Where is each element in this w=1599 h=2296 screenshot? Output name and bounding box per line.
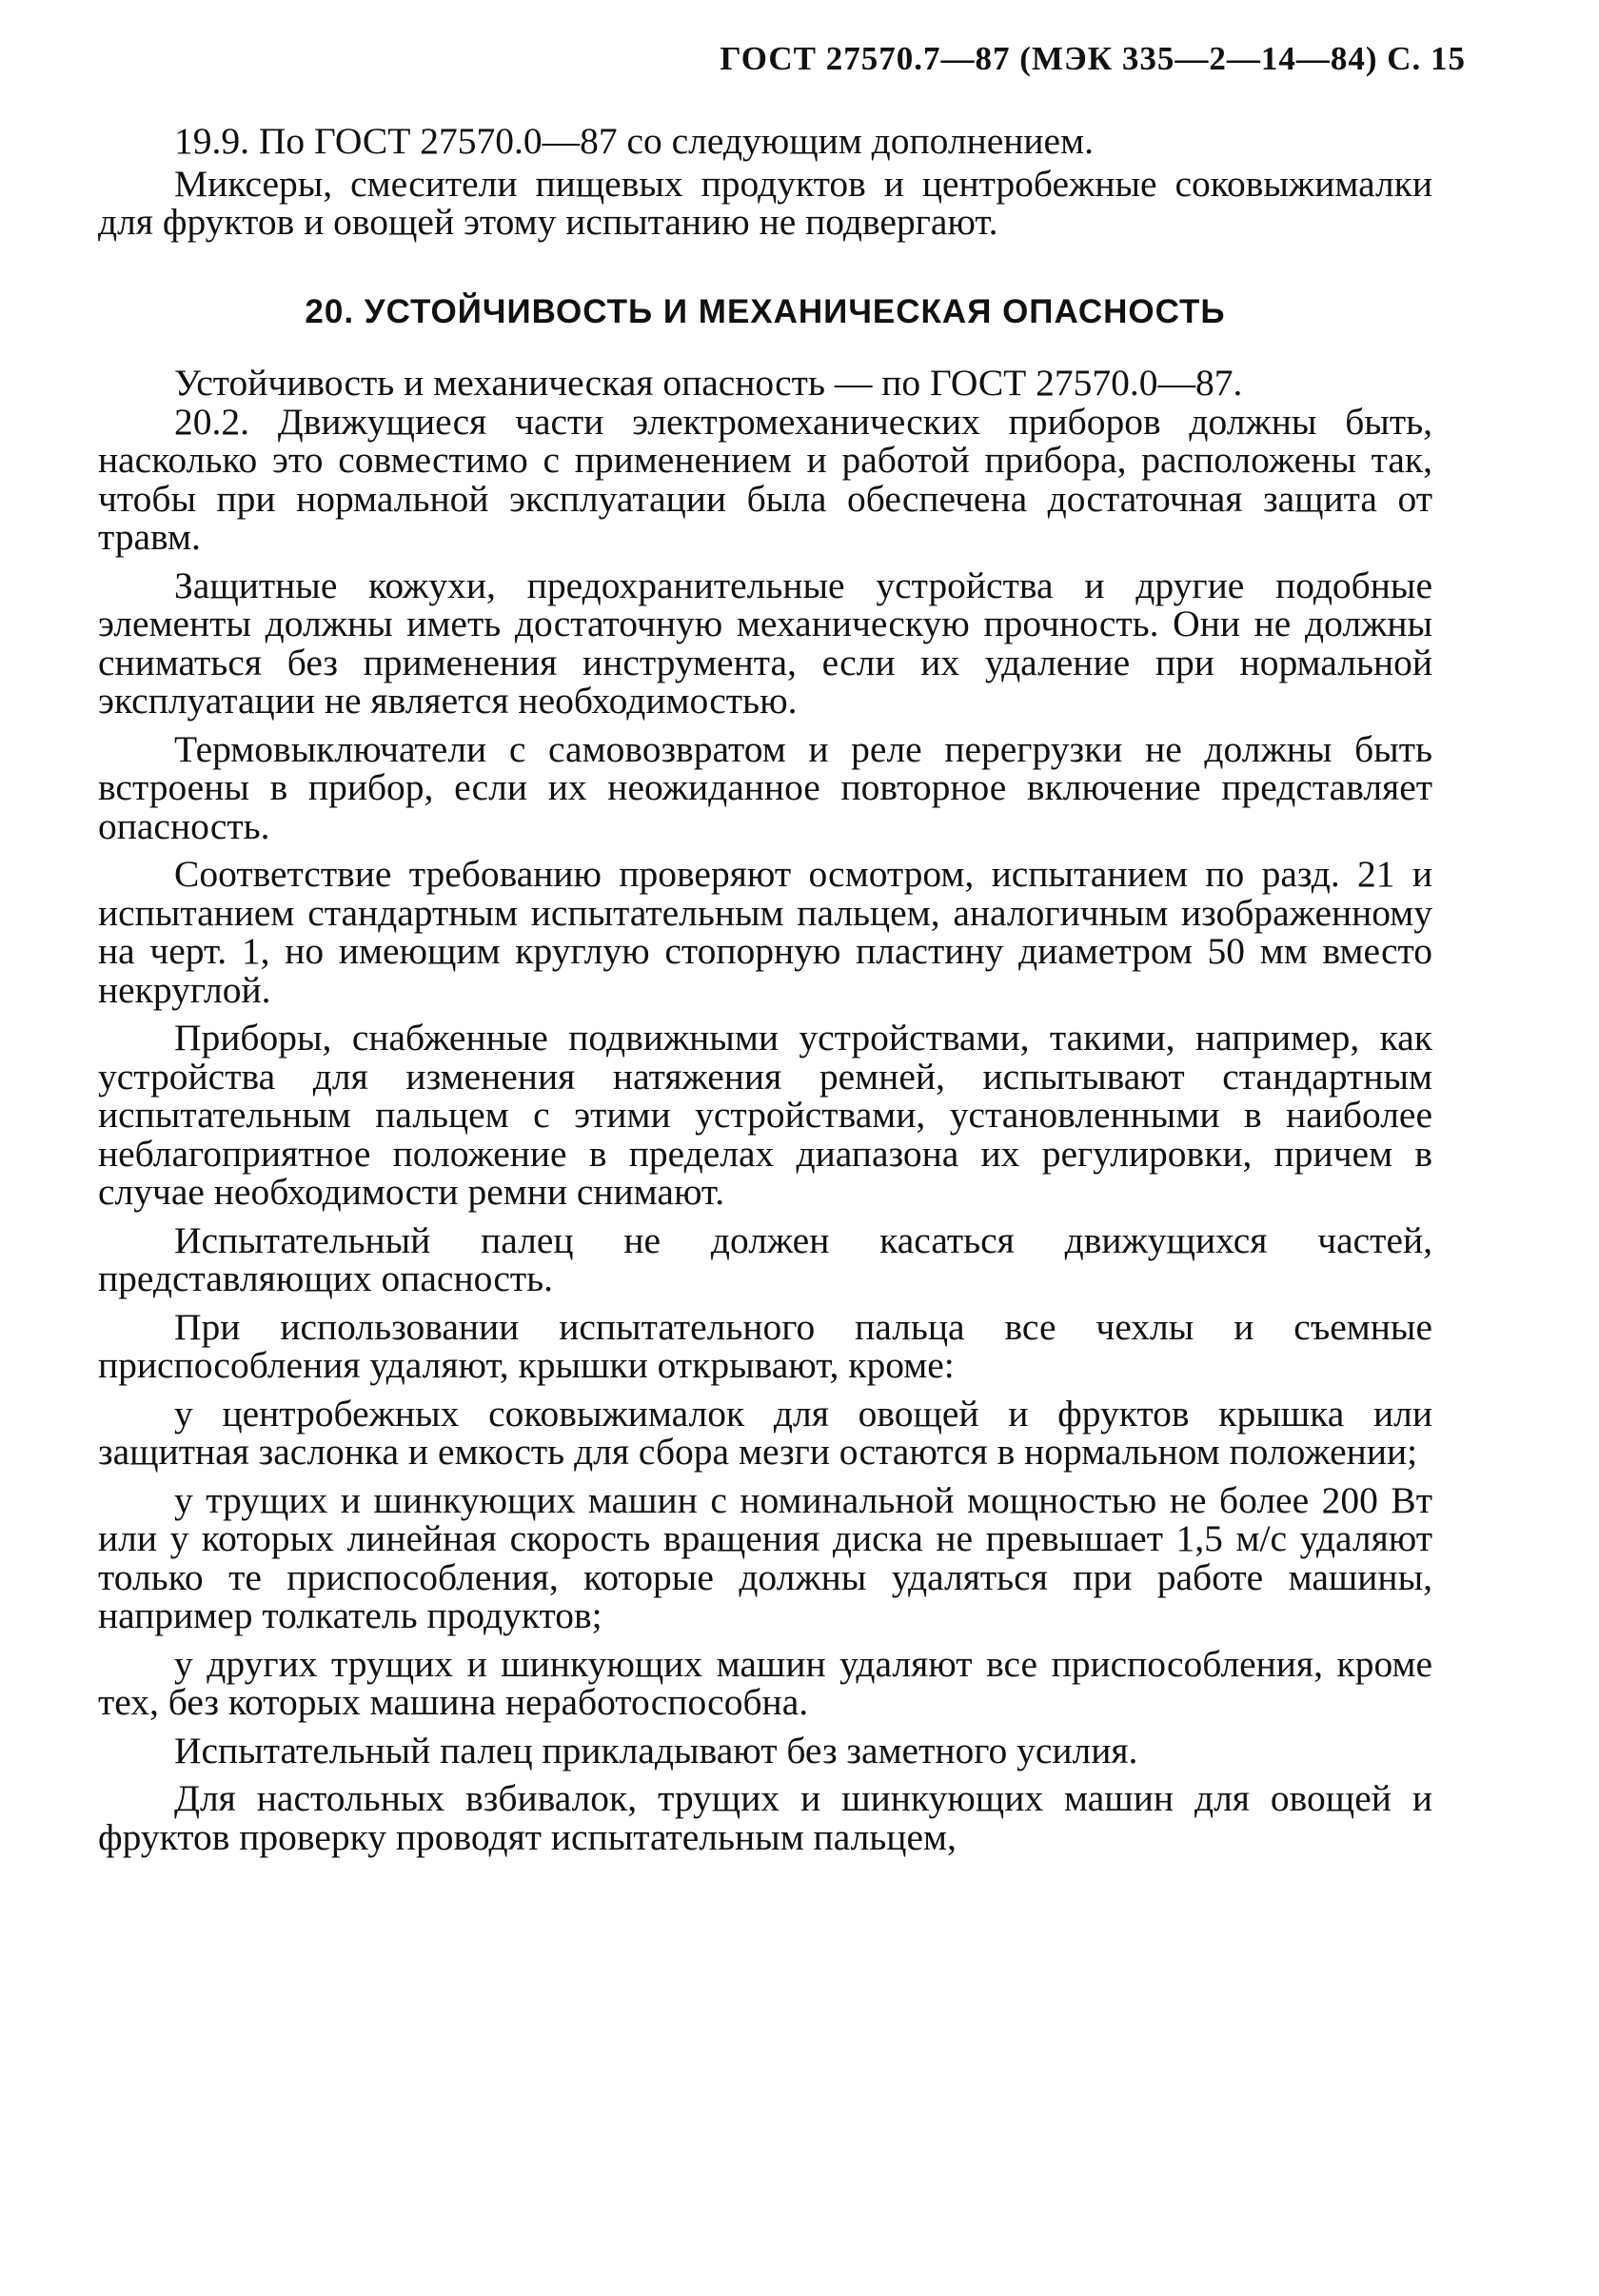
paragraph: Термовыключатели с самовозвратом и реле перегрузки не должны быть встроены в прибор, если их неожиданное повторное включение представляет опасность. xyxy=(98,727,1432,847)
paragraph: Устойчивость и механическая опасность — по ГОСТ 27570.0—87. xyxy=(174,362,1243,404)
paragraph: Соответствие требованию проверяют осмотром, испытанием по разд. 21 и испытанием стандартным испытательным пальцем, аналогичным изображенному на черт. 1, но имеющим круглую стопорную пластину диаметром 50 мм вместо некруглой. xyxy=(98,853,1432,1011)
running-header: ГОСТ 27570.7—87 (МЭК 335—2—14—84) С. 15 xyxy=(720,40,1466,77)
clause-19-9: 19.9. По ГОСТ 27570.0—87 со следующим дополнением. xyxy=(174,120,1094,162)
paragraph: Испытательный палец прикладывают без заметного усилия. xyxy=(174,1729,1138,1771)
section-heading: 20. УСТОЙЧИВОСТЬ И МЕХАНИЧЕСКАЯ ОПАСНОСТЬ xyxy=(305,292,1226,330)
paragraph: Приборы, снабженные подвижными устройствами, такими, например, как устройства для изменения натяжения ремней, испытывают стандартным испытательным пальцем с этими устройствами, установленными в наиболее неблагоприятное положение в пределах диапазона их регулировки, причем в случае необходимости ремни снимают. xyxy=(98,1017,1432,1213)
list-item: у трущих и шинкующих машин с номинальной мощностью не более 200 Вт или у которых линейная скорость вращения диска не превышает 1,5 м/с удаляют только те приспособления, которые должны удаляться при работе машины, например толкатель продуктов; xyxy=(98,1478,1432,1636)
clause-20-2: 20.2. Движущиеся части электромеханических приборов должны быть, насколько это совместимо с применением и работой прибора, расположены так, чтобы при нормальной эксплуатации была обеспечена достаточная защита от травм. xyxy=(98,400,1432,558)
paragraph: Миксеры, смесители пищевых продуктов и центробежные соковыжималки для фруктов и овощей этому испытанию не подвергают. xyxy=(98,162,1432,243)
paragraph: При использовании испытательного пальца все чехлы и съемные приспособления удаляют, крышки открывают, кроме: xyxy=(98,1305,1432,1386)
paragraph: Испытательный палец не должен касаться движущихся частей, представляющих опасность. xyxy=(98,1218,1432,1299)
list-item: у других трущих и шинкующих машин удаляют все приспособления, кроме тех, без которых машина неработоспособна. xyxy=(98,1642,1432,1723)
body-text xyxy=(98,122,1432,1856)
paragraph: Для настольных взбивалок, трущих и шинкующих машин для овощей и фруктов проверку проводят испытательным пальцем, xyxy=(98,1777,1432,1858)
list-item: у центробежных соковыжималок для овощей и фруктов крышка или защитная заслонка и емкость для сбора мезги остаются в нормальном положении; xyxy=(98,1392,1432,1473)
paragraph: Защитные кожухи, предохранительные устройства и другие подобные элементы должны иметь достаточную механическую прочность. Они не должны сниматься без применения инструмента, если их удаление при нормальной эксплуатации не является необходимостью. xyxy=(98,564,1432,722)
